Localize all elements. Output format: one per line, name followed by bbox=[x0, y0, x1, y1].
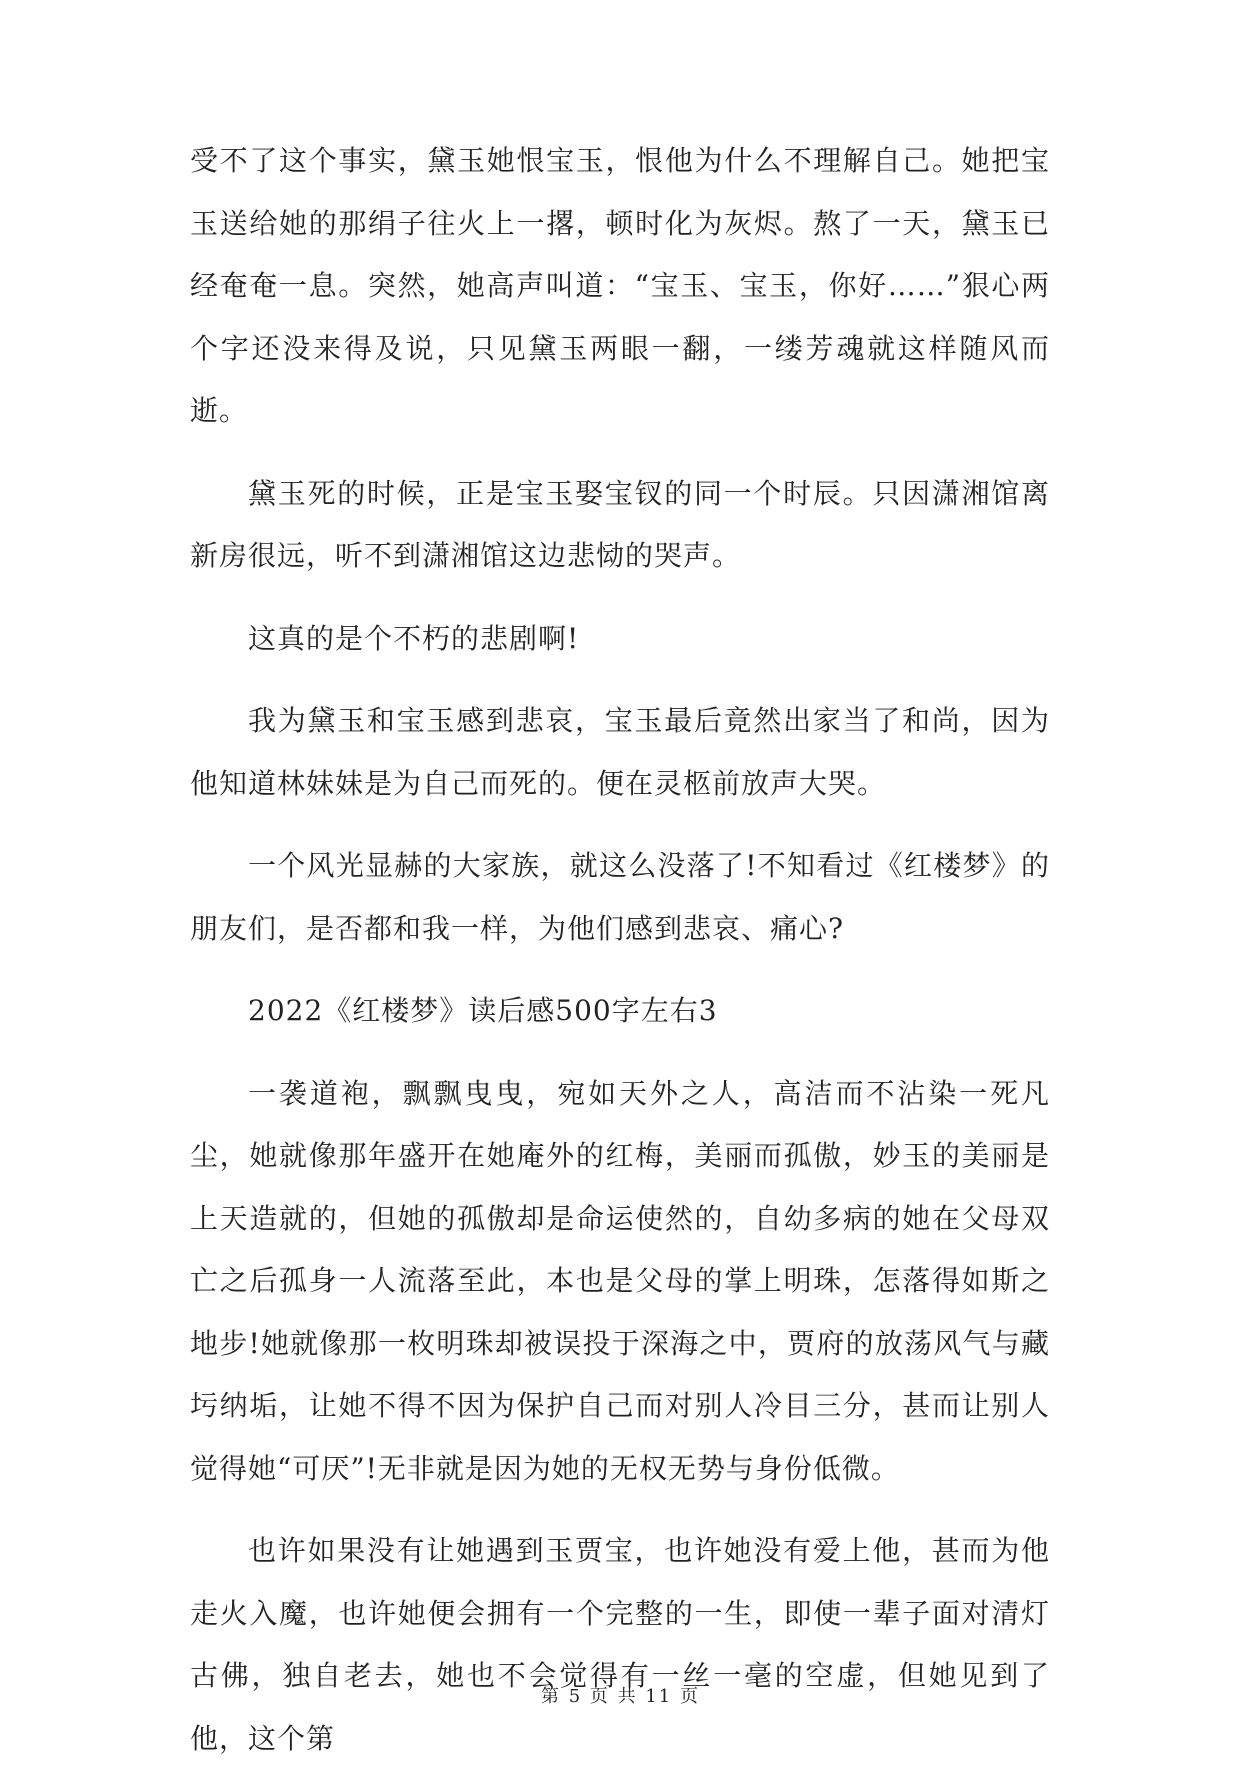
paragraph-1: 受不了这个事实，黛玉她恨宝玉，恨他为什么不理解自己。她把宝玉送给她的那绢子往火上一撂，顿时化为灰烬。熬了一天，黛玉已经奄奄一息。突然，她高声叫道：“宝玉、宝玉，你好……”狠心两个字还没来得及说，只见黛玉两眼一翻，一缕芳魂就这样随风而逝。 bbox=[190, 144, 1050, 427]
paragraph-5: 一个风光显赫的大家族，就这么没落了!不知看过《红楼梦》的朋友们，是否都和我一样，为他们感到悲哀、痛心? bbox=[190, 849, 1050, 945]
paragraph-6: 一袭道袍，飘飘曳曳，宛如天外之人，高洁而不沾染一死凡尘，她就像那年盛开在她庵外的红梅，美丽而孤傲，妙玉的美丽是上天造就的，但她的孤傲却是命运使然的，自幼多病的她在父母双亡之后孤身一人流落至此，本也是父母的掌上明珠，怎落得如斯之地步!她就像那一枚明珠却被误投于深海之中，贾府的放荡风气与藏圬纳垢，让她不得不因为保护自己而对别人冷目三分，甚而让别人觉得她“可厌”!无非就是因为她的无权无势与身份低微。 bbox=[190, 1076, 1050, 1485]
page-number-footer: 第 5 页 共 11 页 bbox=[541, 1686, 700, 1707]
paragraph-2: 黛玉死的时候，正是宝玉娶宝钗的同一个时辰。只因潇湘馆离新房很远，听不到潇湘馆这边悲恸的哭声。 bbox=[190, 476, 1050, 572]
paragraph-3: 这真的是个不朽的悲剧啊! bbox=[248, 621, 580, 655]
paragraph-7: 也许如果没有让她遇到玉贾宝，也许她没有爱上他，甚而为他走火入魔，也许她便会拥有一个完整的一生，即使一辈子面对清灯古佛，独自老去，她也不会觉得有一丝一毫的空虚，但她见到了他，这个第 bbox=[190, 1534, 1050, 1755]
paragraph-4: 我为黛玉和宝玉感到悲哀，宝玉最后竟然出家当了和尚，因为他知道林妹妹是为自己而死的。便在灵柩前放声大哭。 bbox=[190, 704, 1050, 800]
body-text bbox=[190, 130, 1050, 1790]
section-heading: 2022《红楼梦》读后感500字左右3 bbox=[248, 994, 718, 1027]
